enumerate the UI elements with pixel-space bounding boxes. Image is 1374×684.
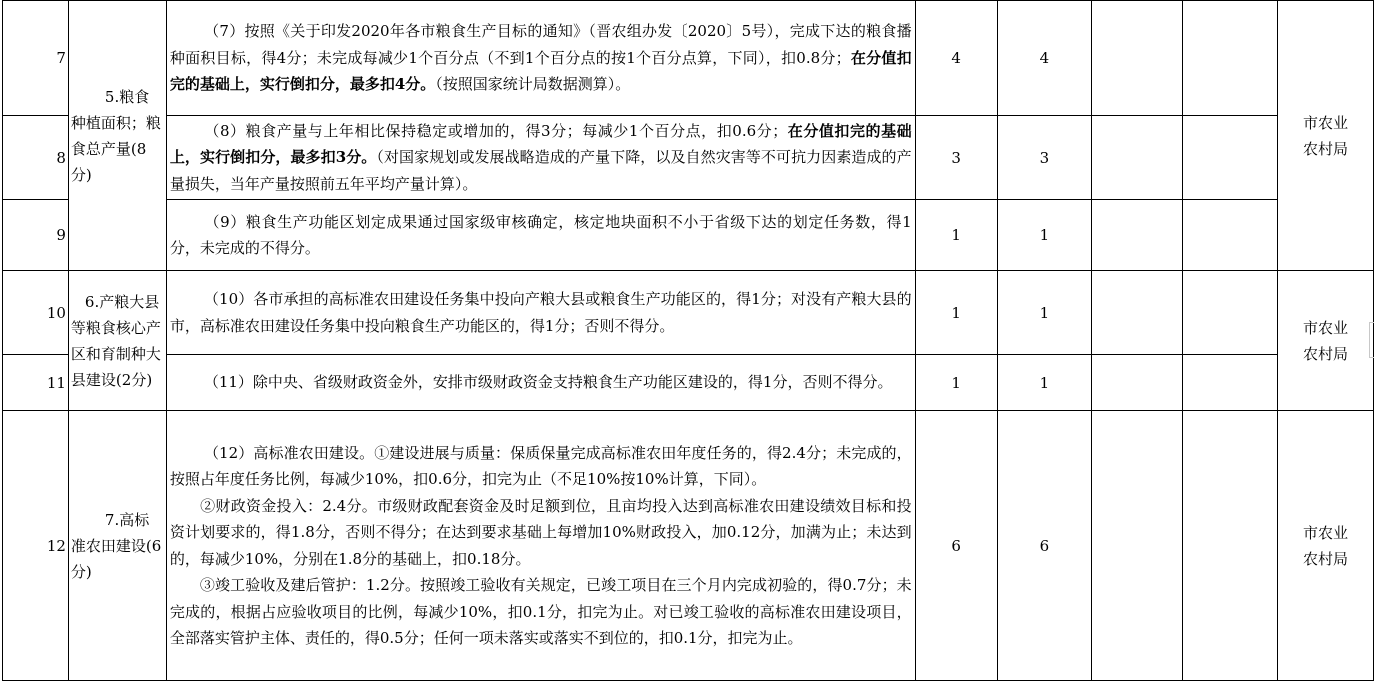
score-cell: 4 — [915, 1, 997, 116]
score-cell-2: 1 — [997, 200, 1092, 271]
table-row — [3, 116, 1374, 200]
department-label: 市农业农村局 — [1303, 318, 1349, 363]
score-cell: 3 — [915, 116, 997, 200]
category-cell — [68, 1, 166, 271]
criteria-cell — [166, 116, 915, 200]
score-cell-2: 3 — [997, 116, 1092, 200]
score-cell-2: 4 — [997, 1, 1092, 116]
criteria-paragraph — [170, 493, 912, 573]
score-cell-2: 1 — [997, 355, 1092, 411]
row-number: 10 — [3, 271, 69, 355]
empty-cell — [1183, 411, 1278, 681]
criteria-text: ③竣工验收及建后管护：1.2分。按照竣工验收有关规定，已竣工项目在三个月内完成初验的，得0.7分；未完成的，根据占应验收项目的比例，每减少10%，扣0.1分，扣完为止。对已竣工验收的高标准农田建设项目，全部落实管护主体、责任的，得0.5分；任何一项未落实或落实不到位的，扣0.1分，扣完为止。 — [169, 576, 912, 647]
criteria-text: （11）除中央、省级财政资金外，安排市级财政资金支持粮食生产功能区建设的，得1分，否则不得分。 — [203, 373, 893, 392]
criteria-cell — [166, 355, 915, 411]
criteria-note: （按照国家统计局数据测算）。 — [435, 75, 631, 94]
scoring-table — [2, 0, 1374, 681]
empty-cell — [1183, 1, 1278, 116]
empty-cell — [1092, 116, 1183, 200]
score-cell: 1 — [915, 271, 997, 355]
criteria-cell — [166, 271, 915, 355]
department-cell — [1278, 411, 1374, 681]
row-number: 12 — [3, 411, 69, 681]
criteria-text: （10）各市承担的高标准农田建设任务集中投向产粮大县或粮食生产功能区的，得1分；对没有产粮大县的市，高标准农田建设任务集中投向粮食生产功能区的，得1分；否则不得分。 — [169, 290, 912, 335]
criteria-text: （7）按照《关于印发2020年各市粮食生产目标的通知》（晋农组办发〔2020〕5号），完成下达的粮食播种面积目标，得4分；未完成每减少1个百分点（不到1个百分点的按1个百分点算，下同），扣0.8分； — [169, 22, 912, 67]
empty-cell — [1092, 271, 1183, 355]
score-cell-2: 6 — [997, 411, 1092, 681]
criteria-note: （对国家规划或发展战略造成的产量下降，以及自然灾害等不可抗力因素造成的产量损失，当年产量按照前五年平均产量计算）。 — [169, 148, 912, 193]
page-edge-marker — [1369, 322, 1374, 358]
empty-cell — [1183, 116, 1278, 200]
category-label: 6.产粮大县等粮食核心产区和育制种大县建设(2分) — [70, 292, 161, 389]
category-label: 5.粮食种植面积；粮食总产量(8分) — [70, 87, 161, 184]
criteria-bold-text: 在分值扣完的基础上，实行倒扣分，最多扣3分。 — [169, 121, 912, 167]
criteria-text: ②财政资金投入：2.4分。市级财政配套资金及时足额到位，且亩均投入达到高标准农田建设绩效目标和投资计划要求的，得1.8分，否则不得分；在达到要求基础上每增加10%财政投入，加0.12分，加满为止；未达到的，每减少10%，分别在1.8分的基础上，扣0.18分。 — [169, 496, 912, 568]
score-cell: 1 — [915, 200, 997, 271]
criteria-paragraph — [170, 572, 912, 652]
empty-cell — [1183, 355, 1278, 411]
empty-cell — [1092, 411, 1183, 681]
department-cell — [1278, 1, 1374, 271]
table-row — [3, 355, 1374, 411]
score-cell-2: 1 — [997, 271, 1092, 355]
empty-cell — [1092, 200, 1183, 271]
empty-cell — [1183, 271, 1278, 355]
criteria-text: （12）高标准农田建设。①建设进展与质量：保质保量完成高标准农田年度任务的，得2.4分；未完成的，按照占年度任务比例，每减少10%，扣0.6分，扣完为止（不足10%按10%计算，下同）。 — [169, 443, 912, 488]
criteria-text: （9）粮食生产功能区划定成果通过国家级审核确定，核定地块面积不小于省级下达的划定任务数，得1分，未完成的不得分。 — [169, 212, 912, 257]
row-number: 7 — [3, 1, 69, 116]
score-cell: 1 — [915, 355, 997, 411]
criteria-cell — [166, 411, 915, 681]
table-row — [3, 271, 1374, 355]
table-row — [3, 200, 1374, 271]
category-cell — [68, 411, 166, 681]
table-row — [3, 1, 1374, 116]
criteria-cell — [166, 1, 915, 116]
criteria-cell — [166, 200, 915, 271]
criteria-text: （8）粮食产量与上年相比保持稳定或增加的，得3分；每减少1个百分点，扣0.6分； — [203, 121, 788, 140]
category-label: 7.高标准农田建设(6分) — [70, 510, 162, 581]
empty-cell — [1092, 355, 1183, 411]
row-number: 11 — [3, 355, 69, 411]
department-cell — [1278, 271, 1374, 411]
empty-cell — [1183, 200, 1278, 271]
category-cell — [68, 271, 166, 411]
row-number: 8 — [3, 116, 69, 200]
criteria-paragraph — [170, 440, 912, 493]
row-number: 9 — [3, 200, 69, 271]
department-label: 市农业农村局 — [1303, 523, 1349, 568]
table-row — [3, 411, 1374, 681]
department-label: 市农业农村局 — [1303, 113, 1349, 158]
score-cell: 6 — [915, 411, 997, 681]
criteria-bold-text: 在分值扣完的基础上，实行倒扣分，最多扣4分。 — [169, 48, 912, 94]
empty-cell — [1092, 1, 1183, 116]
